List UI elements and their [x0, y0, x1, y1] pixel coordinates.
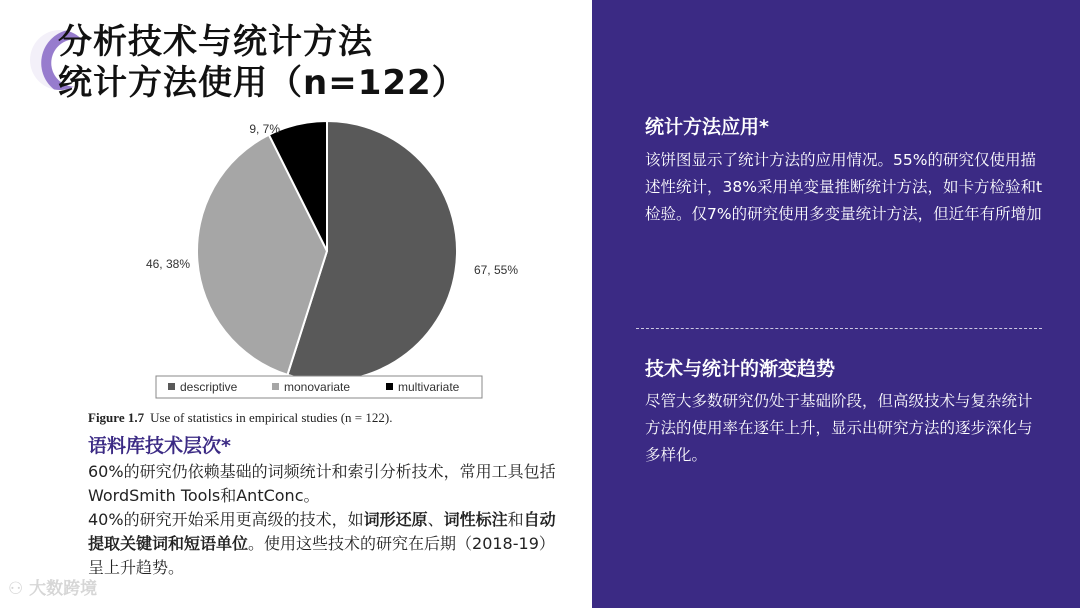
legend-label-multivariate: multivariate [398, 380, 460, 394]
trend-heading: 技术与统计的渐变趋势 [645, 358, 836, 380]
pie-chart [120, 112, 540, 408]
corpus-paragraph-1: 60%的研究仍依赖基础的词频统计和索引分析技术，常用工具包括WordSmith Tools和AntConc。 [88, 462, 556, 505]
para2-text-a: 40%的研究开始采用更高级的技术，如 [88, 510, 364, 529]
legend-swatch-monovariate [272, 383, 279, 390]
legend-swatch-descriptive [168, 383, 175, 390]
info-panel [592, 0, 1080, 608]
title-line-2: 统计方法使用（n=122） [58, 63, 467, 103]
pie-label-multivariate: 9, 7% [249, 122, 280, 136]
corpus-section-heading: 语料库技术层次* [88, 435, 231, 457]
legend-label-monovariate: monovariate [284, 380, 351, 394]
term-keyword-extraction: 自动提取关键词和短语单位 [88, 510, 556, 553]
term-pos-tagging: 词性标注 [443, 510, 508, 529]
corpus-paragraph-2 [88, 508, 558, 580]
stats-heading: 统计方法应用* [645, 116, 769, 138]
slide-title [58, 22, 467, 104]
trend-description: 尽管大多数研究仍处于基础阶段，但高级技术与复杂统计方法的使用率在逐年上升，显示出研究方法的逐步深化与多样化。 [645, 392, 1033, 464]
figure-caption-label: Figure 1.7 [88, 410, 145, 425]
para2-text-g: 。使用这些技术的研究在后期（2018-19）呈上升趋势。 [88, 534, 555, 577]
watermark-text: 大数跨境 [29, 579, 98, 599]
pie-label-monovariate: 46, 38% [145, 257, 190, 271]
figure-caption [88, 410, 392, 426]
para2-text-c: 、 [427, 510, 444, 529]
stats-description: 该饼图显示了统计方法的应用情况。55%的研究仅使用描述性统计，38%采用单变量推断统计方法，如卡方检验和t检验。仅7%的研究使用多变量统计方法，但近年有所增加 [645, 151, 1043, 223]
legend-swatch-multivariate [386, 383, 393, 390]
para2-text-e: 和 [507, 510, 524, 529]
watermark-logo-icon: ⚇ [8, 579, 24, 599]
pie-label-descriptive: 67, 55% [473, 263, 518, 277]
title-line-1: 分析技术与统计方法 [58, 22, 373, 62]
watermark [8, 574, 97, 599]
term-lemmatization: 词形还原 [363, 510, 428, 529]
figure-caption-text: Use of statistics in empirical studies (n = 122). [150, 410, 393, 425]
legend-label-descriptive: descriptive [180, 380, 238, 394]
corpus-section-body [88, 460, 558, 580]
dashed-divider [636, 328, 1042, 329]
